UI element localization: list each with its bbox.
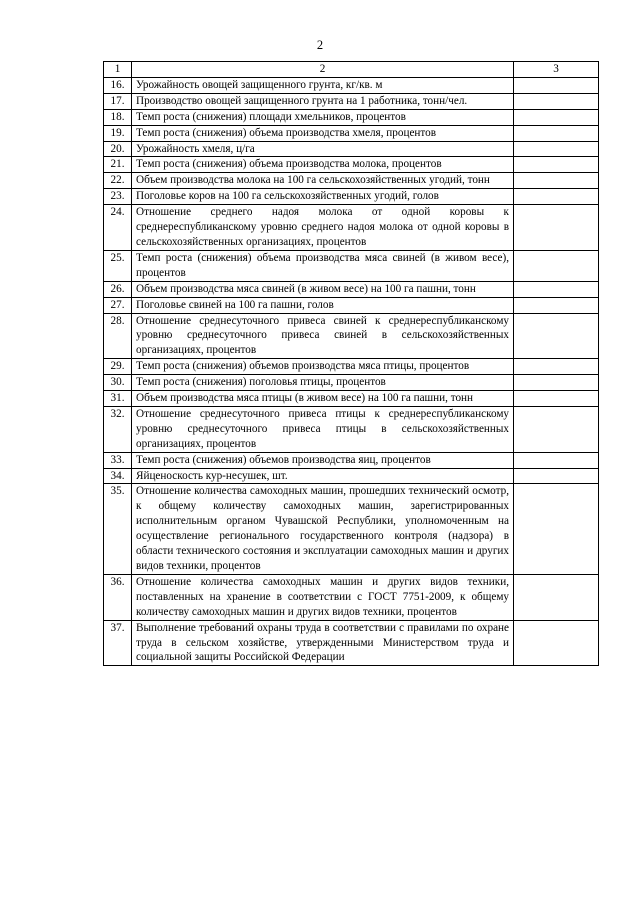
- row-indicator-text: Темп роста (снижения) объемов производства яиц, процентов: [132, 452, 514, 468]
- row-value: [514, 452, 599, 468]
- row-indicator-text: Темп роста (снижения) объема производства молока, процентов: [132, 157, 514, 173]
- row-number: 34.: [104, 468, 132, 484]
- row-indicator-text: Поголовье свиней на 100 га пашни, голов: [132, 297, 514, 313]
- row-number: 31.: [104, 391, 132, 407]
- table-row: [104, 173, 599, 189]
- row-value: [514, 77, 599, 93]
- row-number: 36.: [104, 574, 132, 620]
- row-number: 30.: [104, 375, 132, 391]
- row-number: 22.: [104, 173, 132, 189]
- row-value: [514, 141, 599, 157]
- table-row: [104, 484, 599, 574]
- row-indicator-text: Объем производства молока на 100 га сельскохозяйственных угодий, тонн: [132, 173, 514, 189]
- table-row: [104, 406, 599, 452]
- row-value: [514, 359, 599, 375]
- row-number: 24.: [104, 205, 132, 251]
- row-number: 25.: [104, 250, 132, 281]
- header-col-indicator: 2: [132, 62, 514, 78]
- table-row: [104, 391, 599, 407]
- row-indicator-text: Отношение количества самоходных машин, прошедших технический осмотр, к общему количеству самоходных машин, зарегистрированных исполнительным органом Чувашской Республики, уполномоченным на осуществление регионального государственного контроля (надзора) в области технического состояния и эксплуатации самоходных машин и других видов техники, процентов: [132, 484, 514, 574]
- row-indicator-text: Яйценоскость кур-несушек, шт.: [132, 468, 514, 484]
- row-indicator-text: Темп роста (снижения) объема производства хмеля, процентов: [132, 125, 514, 141]
- row-indicator-text: Темп роста (снижения) площади хмельников, процентов: [132, 109, 514, 125]
- row-number: 29.: [104, 359, 132, 375]
- row-indicator-text: Темп роста (снижения) объемов производства мяса птицы, процентов: [132, 359, 514, 375]
- table-row: [104, 359, 599, 375]
- table-row: [104, 574, 599, 620]
- table-row: [104, 93, 599, 109]
- row-indicator-text: Поголовье коров на 100 га сельскохозяйственных угодий, голов: [132, 189, 514, 205]
- table-row: [104, 313, 599, 359]
- table-row: [104, 375, 599, 391]
- row-value: [514, 109, 599, 125]
- table-row: [104, 157, 599, 173]
- row-number: 21.: [104, 157, 132, 173]
- row-indicator-text: Отношение среднесуточного привеса птицы к среднереспубликанскому уровню среднесуточного привеса птицы в сельскохозяйственных организациях, процентов: [132, 406, 514, 452]
- row-number: 27.: [104, 297, 132, 313]
- row-value: [514, 574, 599, 620]
- row-value: [514, 93, 599, 109]
- table-row: [104, 189, 599, 205]
- row-number: 19.: [104, 125, 132, 141]
- row-number: 23.: [104, 189, 132, 205]
- row-indicator-text: Темп роста (снижения) поголовья птицы, процентов: [132, 375, 514, 391]
- row-value: [514, 250, 599, 281]
- table-row: [104, 205, 599, 251]
- row-indicator-text: Объем производства мяса свиней (в живом весе) на 100 га пашни, тонн: [132, 281, 514, 297]
- table-row: [104, 297, 599, 313]
- table-row: [104, 620, 599, 666]
- row-value: [514, 375, 599, 391]
- row-indicator-text: Урожайность хмеля, ц/га: [132, 141, 514, 157]
- row-value: [514, 406, 599, 452]
- table-header-row: [104, 62, 599, 78]
- table-row: [104, 77, 599, 93]
- row-indicator-text: Выполнение требований охраны труда в соответствии с правилами по охране труда в сельском хозяйстве, утвержденными Министерством труда и социальной защиты Российской Федерации: [132, 620, 514, 666]
- row-value: [514, 313, 599, 359]
- header-col-value: 3: [514, 62, 599, 78]
- row-value: [514, 205, 599, 251]
- row-indicator-text: Объем производства мяса птицы (в живом весе) на 100 га пашни, тонн: [132, 391, 514, 407]
- table-row: [104, 452, 599, 468]
- table-row: [104, 125, 599, 141]
- row-number: 16.: [104, 77, 132, 93]
- row-indicator-text: Отношение количества самоходных машин и других видов техники, поставленных на хранение в соответствии с ГОСТ 7751-2009, к общему количеству самоходных машин и других видов техники, процентов: [132, 574, 514, 620]
- row-value: [514, 484, 599, 574]
- row-indicator-text: Производство овощей защищенного грунта на 1 работника, тонн/чел.: [132, 93, 514, 109]
- page-number: 2: [316, 38, 324, 52]
- table-row: [104, 468, 599, 484]
- table-row: [104, 250, 599, 281]
- indicators-table: [103, 61, 599, 666]
- row-value: [514, 468, 599, 484]
- row-indicator-text: Отношение среднего надоя молока от одной коровы к среднереспубликанскому уровню среднего надоя молока от одной коровы в сельскохозяйственных организациях, процентов: [132, 205, 514, 251]
- header-col-number: 1: [104, 62, 132, 78]
- row-value: [514, 391, 599, 407]
- row-indicator-text: Отношение среднесуточного привеса свиней к среднереспубликанскому уровню среднесуточного привеса свиней в сельскохозяйственных организациях, процентов: [132, 313, 514, 359]
- row-number: 20.: [104, 141, 132, 157]
- row-number: 32.: [104, 406, 132, 452]
- row-value: [514, 173, 599, 189]
- table-row: [104, 109, 599, 125]
- row-number: 37.: [104, 620, 132, 666]
- row-indicator-text: Темп роста (снижения) объема производства мяса свиней (в живом весе), процентов: [132, 250, 514, 281]
- table-row: [104, 281, 599, 297]
- row-value: [514, 189, 599, 205]
- row-value: [514, 620, 599, 666]
- table-row: [104, 141, 599, 157]
- row-value: [514, 125, 599, 141]
- row-number: 28.: [104, 313, 132, 359]
- row-value: [514, 297, 599, 313]
- row-indicator-text: Урожайность овощей защищенного грунта, кг/кв. м: [132, 77, 514, 93]
- row-number: 17.: [104, 93, 132, 109]
- row-number: 35.: [104, 484, 132, 574]
- row-value: [514, 281, 599, 297]
- row-number: 26.: [104, 281, 132, 297]
- row-number: 33.: [104, 452, 132, 468]
- row-value: [514, 157, 599, 173]
- row-number: 18.: [104, 109, 132, 125]
